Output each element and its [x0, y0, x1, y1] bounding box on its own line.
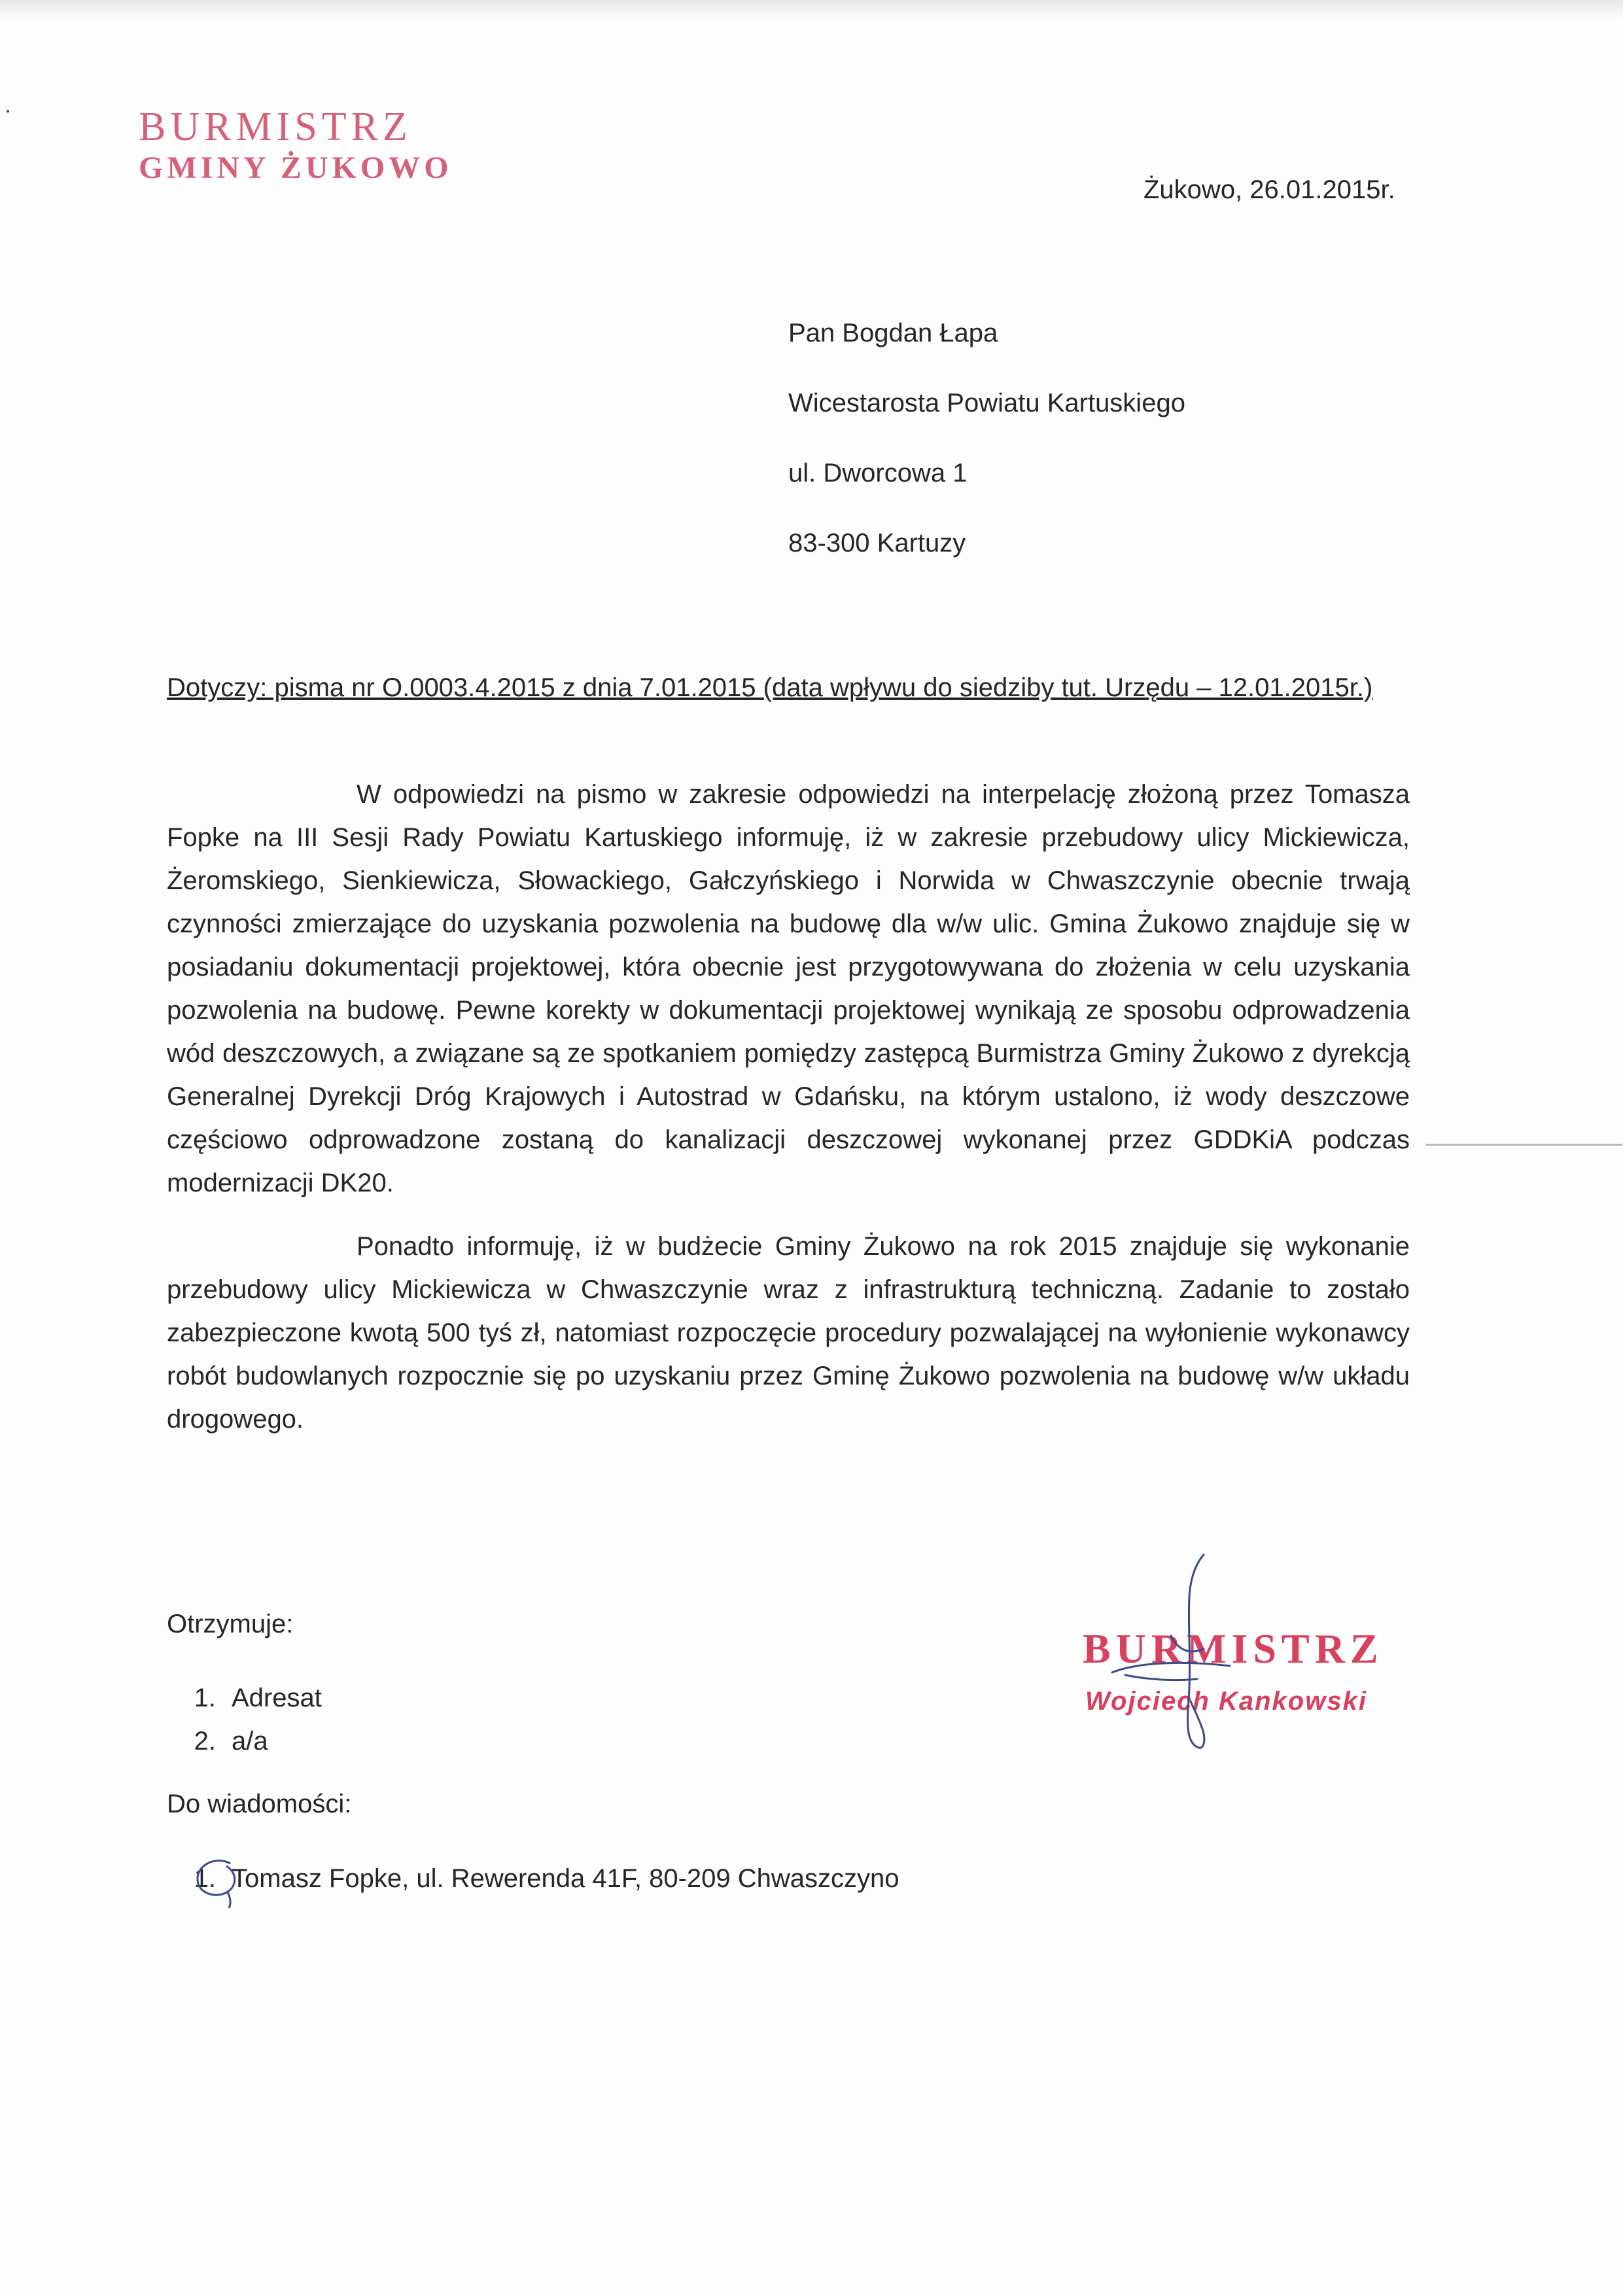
recipients-label: Otrzymuje: — [167, 1610, 294, 1638]
handwritten-signature — [1073, 1551, 1243, 1767]
signature-stamp-name: Wojciech Kankowski — [1085, 1687, 1367, 1716]
signature-stamp-title: BURMISTRZ — [1083, 1625, 1384, 1672]
list-item-text: a/a — [232, 1727, 268, 1756]
addressee-name: Pan Bogdan Łapa — [788, 319, 998, 347]
addressee-position: Wicestarosta Powiatu Kartuskiego — [788, 389, 1185, 417]
list-item-text: Tomasz Fopke, ul. Rewerenda 41F, 80-209 Chwaszczyno — [232, 1864, 899, 1893]
addressee-street: ul. Dworcowa 1 — [788, 459, 968, 487]
list-item — [167, 1676, 322, 1720]
list-item — [167, 1720, 322, 1763]
date-line: Żukowo, 26.01.2015r. — [1143, 175, 1395, 204]
header-stamp — [139, 105, 453, 187]
subject-line: Dotyczy: pisma nr O.0003.4.2015 z dnia 7.01.2015 (data wpływu do siedziby tut. Urzędu – 12.01.2015r.) — [167, 673, 1373, 702]
header-stamp-title: BURMISTRZ — [139, 105, 412, 149]
header-stamp-subtitle: GMINY ŻUKOWO — [139, 150, 453, 185]
list-item — [167, 1857, 899, 1900]
fold-mark — [1426, 1144, 1622, 1146]
addressee-city: 83-300 Kartuzy — [788, 529, 966, 557]
scan-speck — [7, 110, 9, 113]
body-paragraph-2: Ponadto informuję, iż w budżecie Gminy Żukowo na rok 2015 znajduje się wykonanie przebudowy ulicy Mickiewicza w Chwaszczynie wraz z infrastrukturą techniczną. Zadanie to zostało zabezpieczone kwotą 500 tyś zł, natomiast rozpoczęcie procedury pozwalającej na wyłonienie wykonawcy robót budowlanych rozpocznie się po uzyskaniu przez Gminę Żukowo pozwolenia na budowę w/w układu drogowego. — [167, 1232, 1410, 1434]
list-item-text: Adresat — [232, 1684, 322, 1712]
cc-list — [167, 1857, 899, 1900]
cc-label: Do wiadomości: — [167, 1790, 352, 1818]
list-item-number: 1. — [194, 1864, 216, 1893]
list-item-number: 2. — [194, 1727, 216, 1756]
list-item-number: 1. — [194, 1684, 216, 1712]
addressee-block — [788, 317, 1185, 597]
scan-shadow — [0, 0, 1623, 20]
handwritten-circle-mark — [190, 1852, 249, 1911]
recipients-list — [167, 1676, 322, 1763]
body-paragraph-1: W odpowiedzi na pismo w zakresie odpowiedzi na interpelację złożoną przez Tomasza Fopke na III Sesji Rady Powiatu Kartuskiego informuję, iż w zakresie przebudowy ulicy Mickiewicza, Żeromskiego, Sienkiewicza, Słowackiego, Gałczyńskiego i Norwida w Chwaszczynie obecnie trwają czynności zmierzające do uzyskania pozwolenia na budowę dla w/w ulic. Gmina Żukowo znajduje się w posiadaniu dokumentacji projektowej, która obecnie jest przygotowywana do złożenia w celu uzyskania pozwolenia na budowę. Pewne korekty w dokumentacji projektowej wynikają ze sposobu odprowadzenia wód deszczowych, a związane są ze spotkaniem pomiędzy zastępcą Burmistrza Gminy Żukowo z dyrekcją Generalnej Dyrekcji Dróg Krajowych i Autostrad w Gdańsku, na którym ustalono, iż wody deszczowe częściowo odprowadzone zostaną do kanalizacji deszczowej wykonanej przez GDDKiA podczas modernizacji DK20. — [167, 780, 1410, 1197]
